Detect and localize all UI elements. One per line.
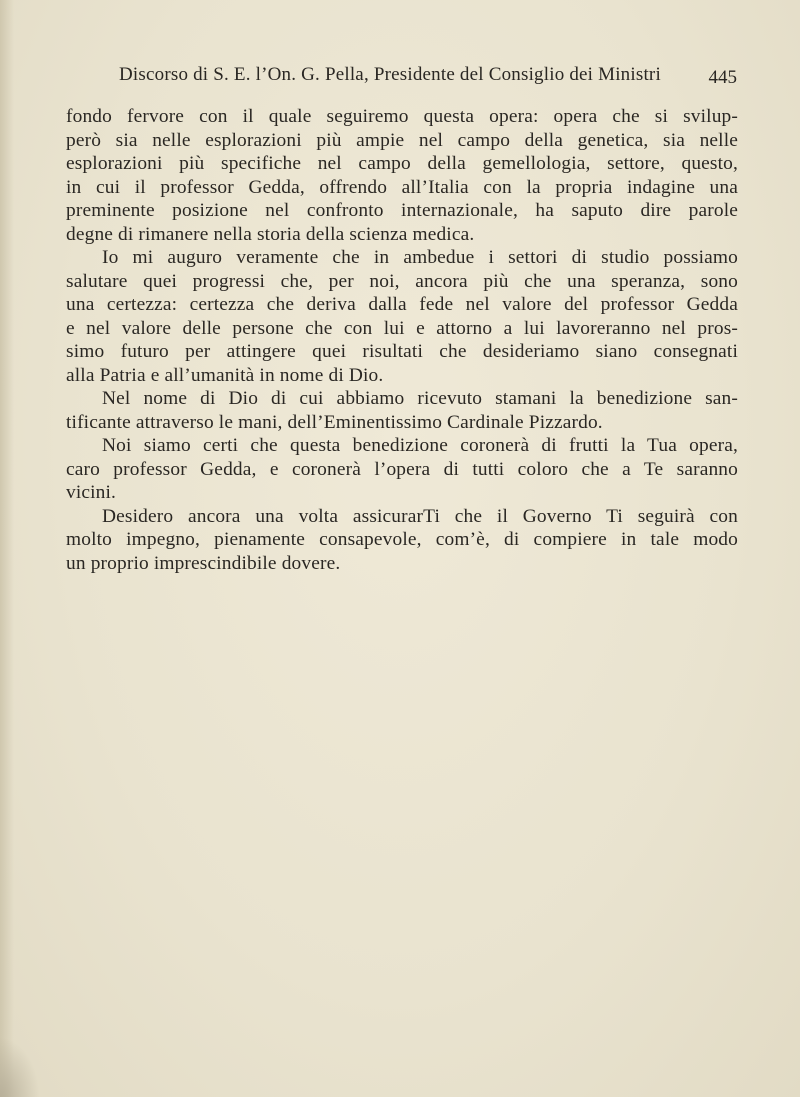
text-line: però sia nelle esplorazioni più ampie nel campo della genetica, sia nelle <box>66 129 738 151</box>
text-line: salutare quei progressi che, per noi, ancora più che una speranza, sono <box>66 270 738 292</box>
text-line: un proprio imprescindibile dovere. <box>66 552 341 574</box>
page-number: 445 <box>708 67 737 88</box>
page-header <box>119 64 737 94</box>
paragraph <box>66 505 738 576</box>
paragraph <box>66 434 738 505</box>
text-line: Noi siamo certi che questa benedizione coronerà di frutti la Tua opera, <box>102 435 738 456</box>
paragraph <box>66 246 738 387</box>
text-line: tificante attraverso le mani, dell’Eminentissimo Cardinale Pizzardo. <box>66 411 603 433</box>
text-line: caro professor Gedda, e coronerà l’opera di tutti coloro che a Te saranno <box>66 458 738 480</box>
text-line: una certezza: certezza che deriva dalla fede nel valore del professor Gedda <box>66 294 738 315</box>
text-line: Io mi auguro veramente che in ambedue i settori di studio possiamo <box>102 247 738 268</box>
paragraph <box>66 387 738 434</box>
page-corner-shadow <box>0 1037 40 1097</box>
text-line: fondo fervore con il quale seguiremo questa opera: opera che si svilup- <box>66 106 738 127</box>
text-line: Desidero ancora una volta assicurarTi che il Governo Ti seguirà con <box>102 505 738 527</box>
text-line: esplorazioni più specifiche nel campo della gemellologia, settore, questo, <box>66 153 738 174</box>
text-line: vicini. <box>66 482 117 503</box>
text-line: molto impegno, pienamente consapevole, com’è, di compiere in tale modo <box>66 529 738 550</box>
paragraph <box>66 105 738 246</box>
text-line: degne di rimanere nella storia della scienza medica. <box>66 223 475 245</box>
text-line: in cui il professor Gedda, offrendo all’Italia con la propria indagine una <box>66 176 738 198</box>
text-line: preminente posizione nel confronto internazionale, ha saputo dire parole <box>66 200 738 221</box>
text-line: alla Patria e all’umanità in nome di Dio. <box>66 364 384 386</box>
page-edge-shadow <box>0 0 14 1097</box>
running-head: Discorso di S. E. l’On. G. Pella, Presidente del Consiglio dei Ministri <box>119 64 661 85</box>
text-line: Nel nome di Dio di cui abbiamo ricevuto stamani la benedizione san- <box>102 388 738 409</box>
text-line: e nel valore delle persone che con lui e attorno a lui lavoreranno nel pros- <box>66 317 738 339</box>
body-text <box>66 105 738 575</box>
text-line: simo futuro per attingere quei risultati che desideriamo siano consegnati <box>66 341 738 362</box>
